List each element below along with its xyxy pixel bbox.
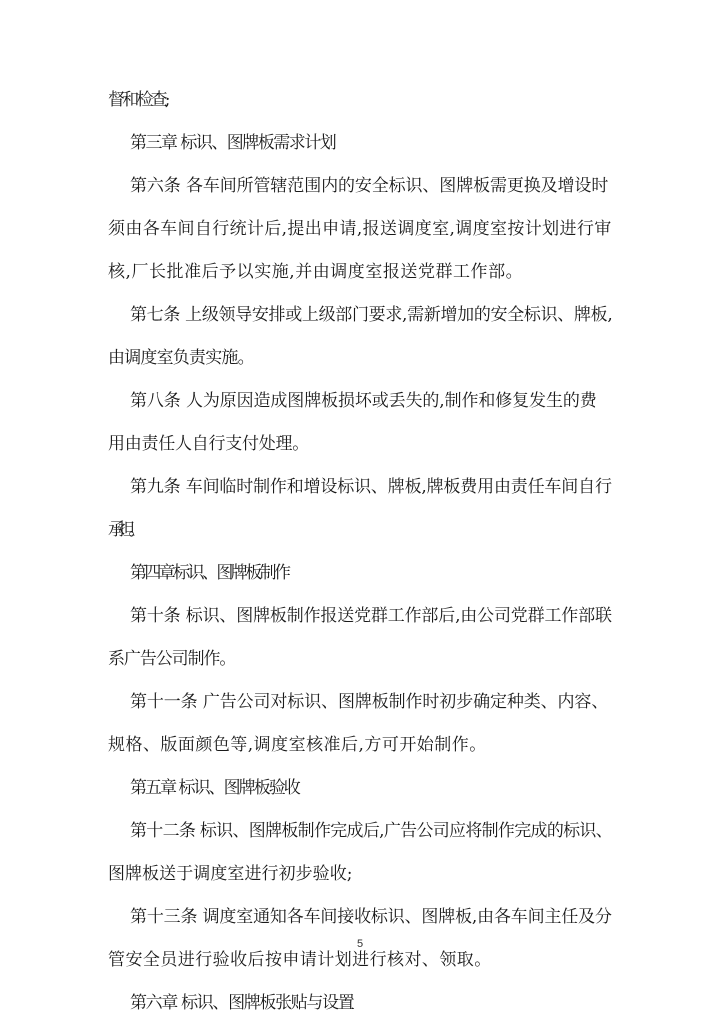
text-line: 由调度室负责实施。 — [108, 348, 254, 368]
chapter-heading: 第三章 标识、图牌板需求计划 — [130, 133, 336, 153]
text-line: 须由各车间自行统计后,提出申请,报送调度室,调度室按计划进行审 — [108, 219, 612, 239]
article-line: 第九条 车间临时制作和增设标识、牌板,牌板费用由责任车间自行 — [130, 477, 612, 497]
text-line: 系广告公司制作。 — [108, 649, 236, 669]
article-line: 第六条 各车间所管辖范围内的安全标识、图牌板需更换及增设时 — [130, 176, 609, 196]
text-line: 规格、版面颜色等,调度室核准后,方可开始制作。 — [108, 735, 487, 755]
page-number: 5 — [356, 938, 364, 950]
text-line: 图牌板送于调度室进行初步验收; — [108, 864, 353, 884]
text-line: 承担。 — [108, 520, 139, 540]
text-line: 核,厂长批准后予以实施,并由调度室报送党群工作部。 — [108, 262, 524, 282]
chapter-heading: 第四章标识、图牌板制作 — [130, 563, 289, 583]
chapter-heading: 第五章 标识、图牌板验收 — [130, 778, 299, 798]
article-line: 第八条 人为原因造成图牌板损坏或丢失的,制作和修复发生的费 — [130, 391, 597, 411]
article-line: 第十一条 广告公司对标识、图牌板制作时初步确定种类、内容、 — [130, 692, 609, 712]
article-line: 第十条 标识、图牌板制作报送党群工作部后,由公司党群工作部联 — [130, 606, 612, 626]
article-line: 第十二条 标识、图牌板制作完成后,广告公司应将制作完成的标识、 — [130, 821, 613, 841]
article-line: 第七条 上级领导安排或上级部门要求,需新增加的安全标识、牌板, — [130, 305, 613, 325]
chapter-heading: 第六章 标识、图牌板张贴与设置 — [130, 993, 354, 1013]
text-line: 督和检查; — [108, 90, 168, 110]
text-line: 用由责任人自行支付处理。 — [108, 434, 309, 454]
text-line: 管安全员进行验收后按申请计划进行核对、领取。 — [108, 950, 492, 970]
article-line: 第十三条 调度室通知各车间接收标识、图牌板,由各车间主任及分 — [130, 907, 612, 927]
